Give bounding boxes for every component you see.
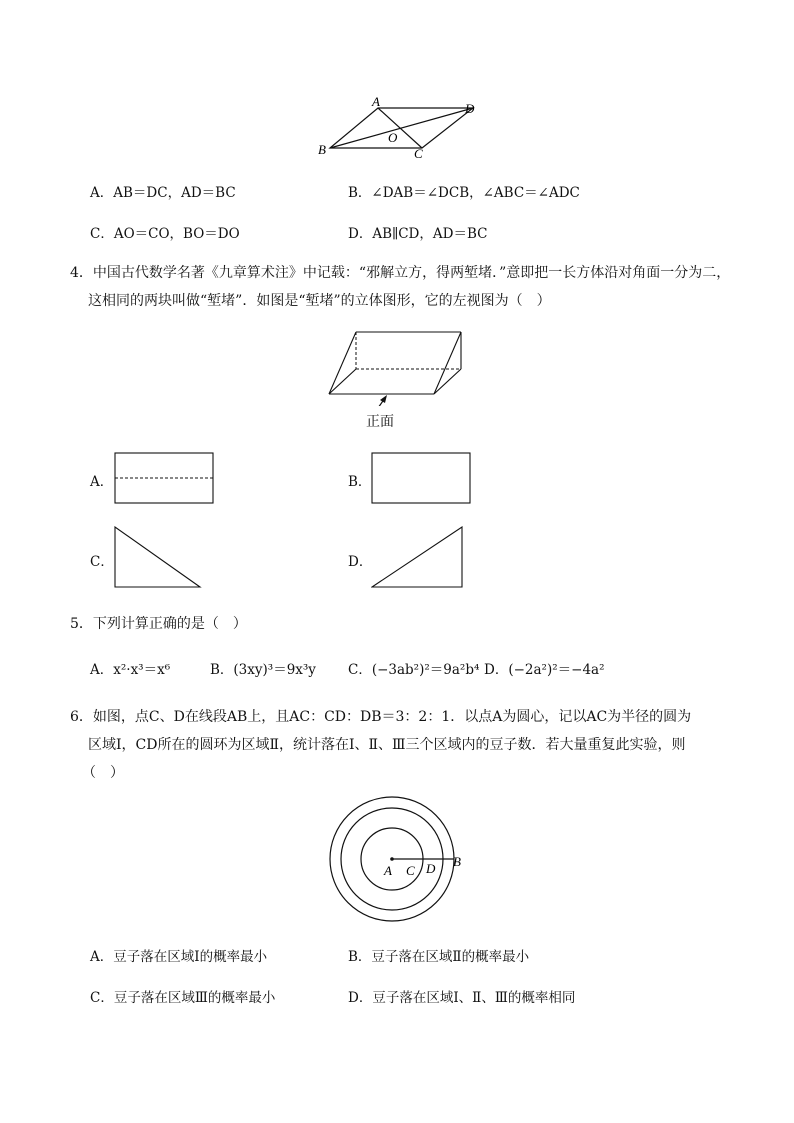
option-a-rect-dashed-figure (114, 452, 216, 506)
q6-option-c[interactable]: C．豆子落在区域Ⅲ的概率最小 (90, 990, 276, 1006)
q6-option-a[interactable]: A．豆子落在区域Ⅰ的概率最小 (90, 949, 268, 965)
vertex-label-d: D (465, 101, 475, 116)
q6-option-b[interactable]: B．豆子落在区域Ⅱ的概率最小 (348, 949, 530, 965)
q5-option-b[interactable]: B．(3xy)³＝9x³y (210, 662, 316, 678)
q4-option-a[interactable]: A． (90, 474, 114, 490)
center-label-o: O (388, 130, 398, 145)
q3-option-d[interactable]: D．AB∥CD，AD＝BC (348, 226, 488, 242)
q6-stem-line-2: 区域Ⅰ，CD所在的圆环为区域Ⅱ，统计落在Ⅰ、Ⅱ、Ⅲ三个区域内的豆子数．若大量重复此实验，则 (88, 737, 686, 753)
front-view-label: 正面 (366, 414, 394, 430)
q6-stem-line-3: （ ） (82, 765, 124, 781)
q3-option-a[interactable]: A．AB＝DC，AD＝BC (90, 185, 236, 201)
vertex-label-b: B (318, 142, 326, 157)
vertex-label-c: C (414, 146, 423, 161)
q6-option-d[interactable]: D．豆子落在区域Ⅰ、Ⅱ、Ⅲ的概率相同 (348, 990, 576, 1006)
q5-option-d[interactable]: D．(−2a²)²＝−4a² (484, 662, 605, 678)
parallelogram-figure (310, 92, 490, 164)
q4-stem-line-2: 这相同的两块叫做“堑堵”．如图是“堑堵”的立体图形，它的左视图为（ ） (88, 293, 551, 309)
q6-stem-line-1: 6．如图，点C、D在线段AB上，且AC：CD：DB＝3：2：1．以点A为圆心，记以AC为半径的圆为 (70, 709, 692, 725)
q3-option-b[interactable]: B．∠DAB＝∠DCB，∠ABC＝∠ADC (348, 185, 580, 201)
q4-option-c[interactable]: C． (90, 554, 114, 570)
q4-option-d[interactable]: D． (348, 554, 373, 570)
q5-stem: 5．下列计算正确的是（ ） (70, 616, 247, 632)
q4-stem-line-1: 4．中国古代数学名著《九章算术注》中记载：“邪解立方，得两堑堵．”意即把一长方体沿对角面一分为二， (70, 265, 731, 281)
q5-option-c[interactable]: C．(−3ab²)²＝9a²b⁴ (348, 662, 480, 678)
option-c-triangle-figure (114, 526, 204, 590)
option-d-triangle-figure (371, 526, 465, 590)
qiandu-solid-figure (322, 324, 472, 406)
q5-option-a[interactable]: A．x²·x³＝x⁶ (90, 662, 171, 678)
option-b-rect-figure (371, 452, 473, 506)
q4-option-b[interactable]: B． (348, 474, 372, 490)
point-label-d: D (426, 861, 436, 876)
point-label-b: B (453, 854, 461, 869)
q3-option-c[interactable]: C．AO＝CO，BO＝DO (90, 226, 240, 242)
point-label-a: A (384, 863, 392, 878)
vertex-label-a: A (372, 94, 380, 109)
concentric-circles-figure (320, 796, 480, 932)
point-label-c: C (406, 863, 415, 878)
